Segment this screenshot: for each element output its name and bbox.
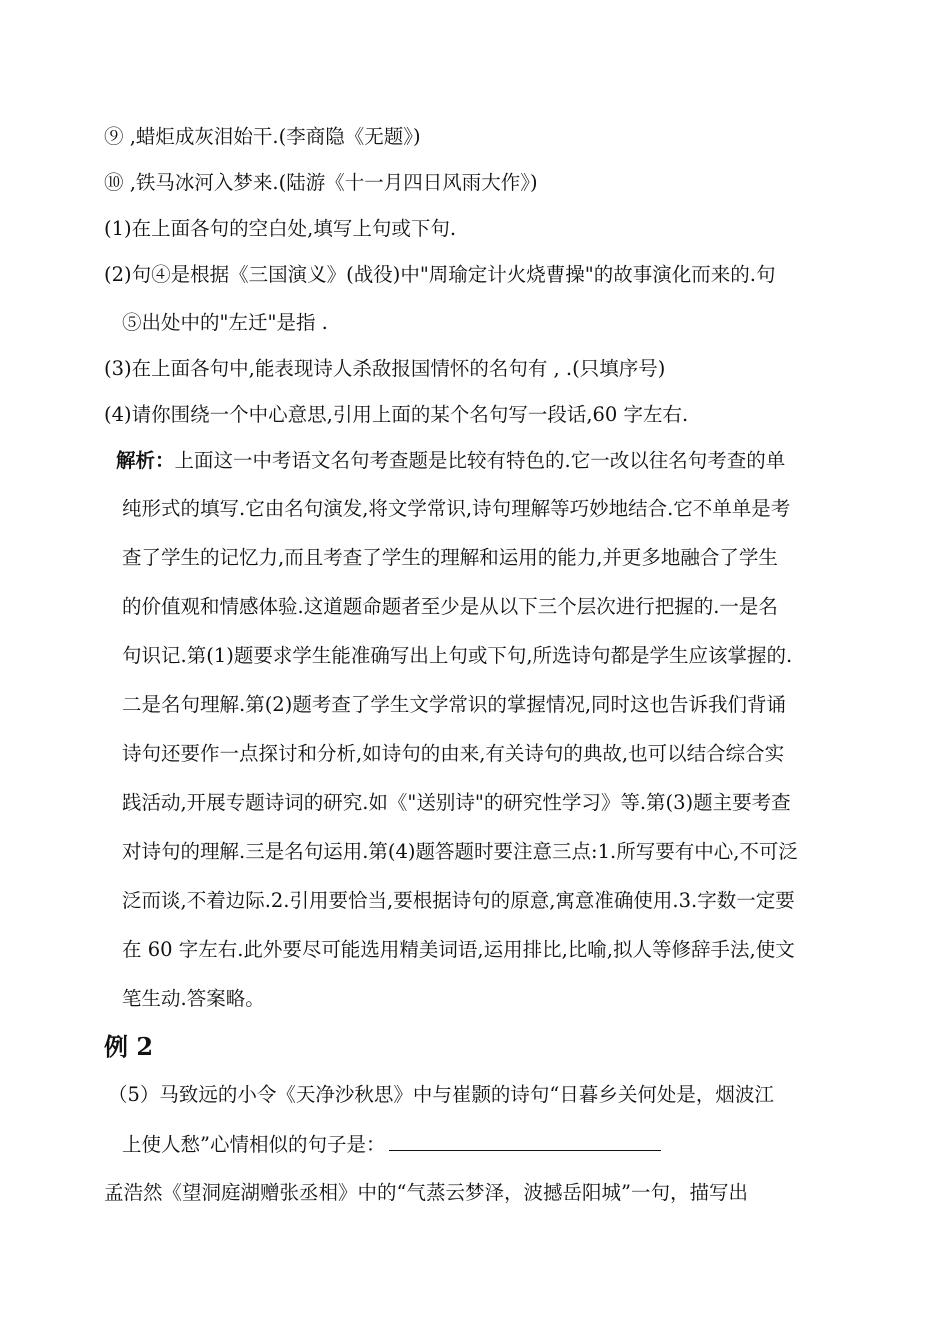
analysis-line: 诗句还要作一点探讨和分析,如诗句的由来,有关诗句的典故,也可以结合综合实 [122, 742, 785, 765]
analysis-line: 纯形式的填写.它由名句演发,将文学常识,诗句理解等巧妙地结合.它不单单是考 [122, 497, 791, 520]
analysis-text: 上面这一中考语文名句考查题是比较有特色的.它一改以往名句考查的单 [174, 449, 786, 472]
analysis-line: 践活动,开展专题诗词的研究.如《"送别诗"的研究性学习》等.第(3)题主要考查 [122, 791, 791, 814]
question-5-line-2 [122, 1132, 661, 1158]
sub-question-2-line-1: (2)句④是根据《三国演义》(战役)中"周瑜定计火烧曹操"的故事演化而来的.句 [104, 263, 776, 286]
sub-question-4: (4)请你围绕一个中心意思,引用上面的某个名句写一段话,60 字左右. [104, 403, 689, 426]
next-question-line: 孟浩然《望洞庭湖赠张丞相》中的“气蒸云梦泽，波撼岳阳城”一句，描写出 [104, 1181, 748, 1204]
analysis-line: 查了学生的记忆力,而且考查了学生的理解和运用的能力,并更多地融合了学生 [122, 546, 778, 569]
answer-blank [389, 1132, 661, 1151]
question-item-9: ⑨ ,蜡炬成灰泪始干.(李商隐《无题》) [104, 125, 421, 148]
analysis-line: 笔生动.答案略。 [122, 987, 265, 1010]
question-item-10: ⑩ ,铁马冰河入梦来.(陆游《十一月四日风雨大作》) [104, 171, 538, 194]
sub-question-3: (3)在上面各句中,能表现诗人杀敌报国情怀的名句有 , .(只填序号) [104, 357, 666, 380]
analysis-line: 的价值观和情感体验.这道题命题者至少是从以下三个层次进行把握的.一是名 [122, 595, 778, 618]
question-5-text: 上使人愁”心情相似的句子是： [122, 1133, 386, 1156]
analysis-line: 对诗句的理解.三是名句运用.第(4)题答题时要注意三点:1.所写要有中心,不可泛 [122, 840, 798, 863]
analysis-label: 解析： [116, 449, 175, 472]
sub-question-1: (1)在上面各句的空白处,填写上句或下句. [104, 217, 457, 240]
analysis-line: 句识记.第(1)题要求学生能准确写出上句或下句,所选诗句都是学生应该掌握的. [122, 644, 793, 667]
analysis-line: 二是名句理解.第(2)题考查了学生文学常识的掌握情况,同时这也告诉我们背诵 [122, 693, 787, 716]
analysis-line: 泛而谈,不着边际.2.引用要恰当,要根据诗句的原意,寓意准确使用.3.字数一定要 [122, 889, 795, 912]
example-heading: 例 2 [104, 1032, 154, 1061]
question-5-line-1: （5）马致远的小令《天净沙秋思》中与崔颢的诗句“日暮乡关何处是，烟波江 [108, 1083, 774, 1106]
analysis-first-line [116, 448, 785, 474]
analysis-line: 在 60 字左右.此外要尽可能选用精美词语,运用排比,比喻,拟人等修辞手法,使文 [122, 938, 795, 961]
sub-question-2-line-2: ⑤出处中的"左迁"是指 . [122, 311, 328, 334]
